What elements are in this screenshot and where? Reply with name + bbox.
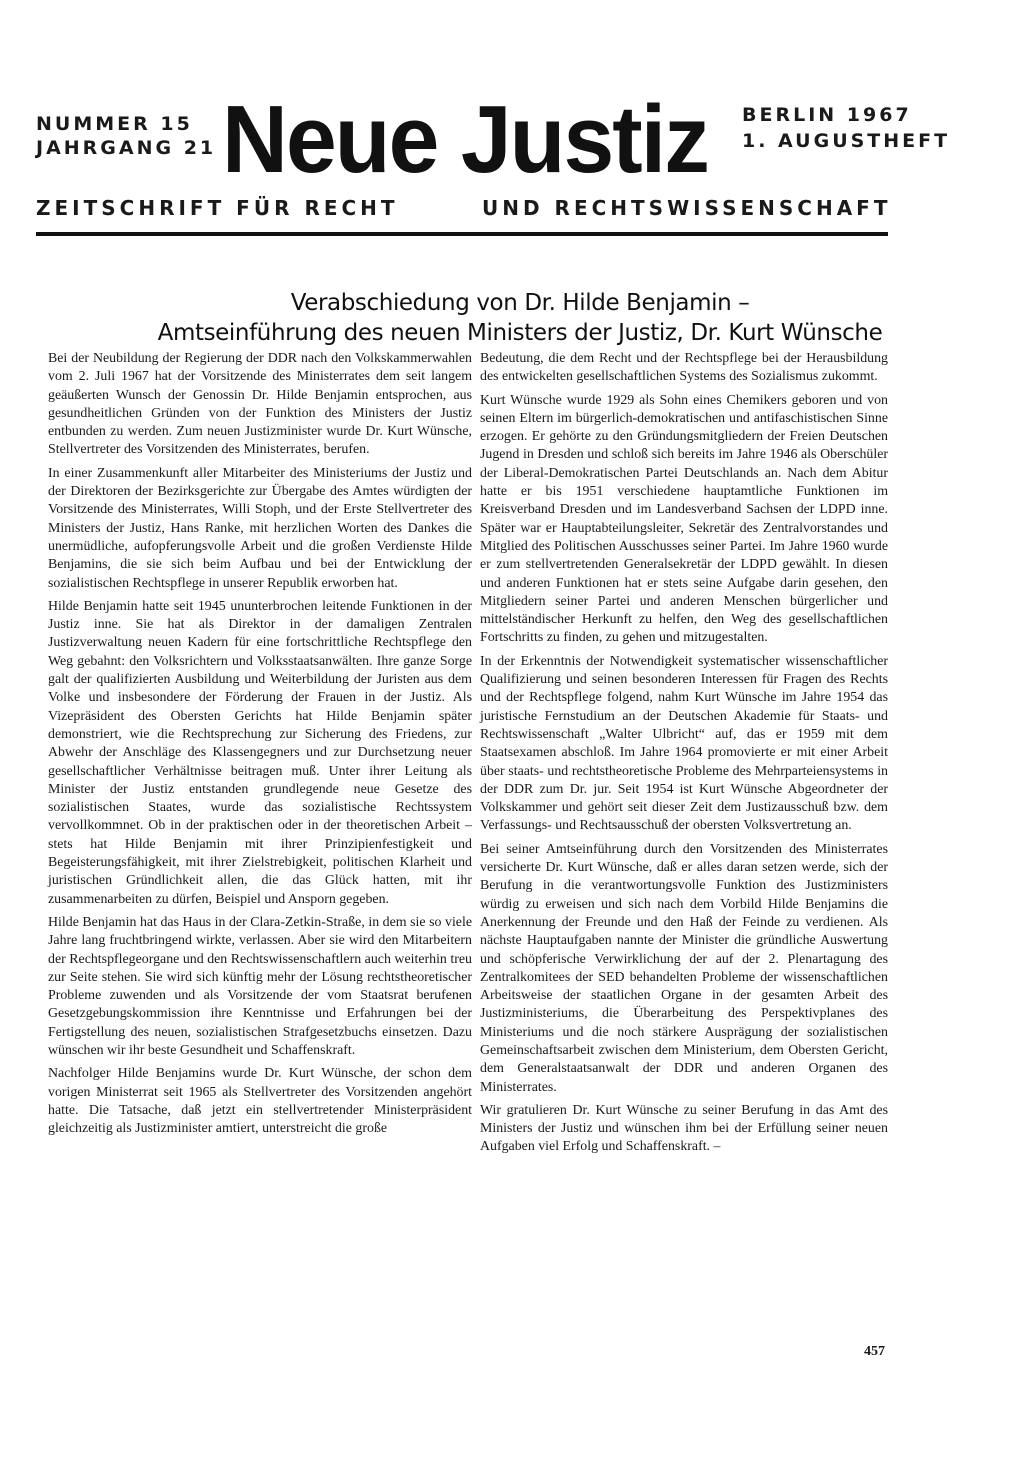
paragraph: Hilde Benjamin hat das Haus in der Clara-Zetkin-Straße, in dem sie so viele Jahre lang fruchtbringend wirkte, verlassen. Aber sie wird den Mitarbeitern der Rechtspflegeorgane und den Rechtswissenschaftlern auch weiterhin treu zur Seite stehen. Sie wird sich künftig mehr der Lösung rechtstheoretischer Probleme zuwenden und als Vorsitzende der vom Staatsrat berufenen Gesetzgebungskommission ihre Kenntnisse und Erfahrungen bei der Fertigstellung des neuen, sozialistischen Strafgesetzbuchs einsetzen. Dazu wünschen wir ihr beste Gesundheit und Schaffenskraft. — [48, 914, 472, 1058]
paragraph: In der Erkenntnis der Notwendigkeit systematischer wissenschaftlicher Qualifizierung und seinen besonderen Interessen für Fragen des Rechts und der Rechtspflege folgend, nahm Kurt Wünsche im Jahre 1954 das juristische Fernstudium an der Deutschen Akademie für Staats- und Rechtswissenschaft „Walter Ulbricht“ auf, das er 1959 mit dem Staatsexamen abschloß. Im Jahre 1964 promovierte er mit einer Arbeit über staats- und rechtstheoretische Probleme des Mehrparteiensystems in der DDR zum Dr. jur. Seit 1954 ist Kurt Wünsche Abgeordneter der Volkskammer und gehört seit dieser Zeit dem Justizausschuß bzw. dem Verfassungs- und Rechtsausschuß der obersten Volksvertretung an. — [480, 653, 888, 834]
volume: JAHRGANG 21 — [36, 137, 217, 159]
journal-logo: Neue Justiz — [222, 86, 708, 193]
issue-info — [36, 112, 216, 160]
issue-number: NUMMER 15 — [36, 113, 193, 135]
right-column — [480, 350, 888, 1162]
article-title — [120, 288, 920, 348]
title-line-1: Verabschiedung von Dr. Hilde Benjamin – — [290, 290, 750, 316]
paragraph: Hilde Benjamin hatte seit 1945 ununterbrochen leitende Funktionen in der Justiz inne. Sie hat als Direktor in der damaligen Zentralen Justizverwaltung neuen Kadern für eine fortschrittliche Rechtspflege den Weg gebahnt: den Volksrichtern und Volksstaatsanwälten. Ihre ganze Sorge galt der qualifizierten Ausbildung und Weiterbildung der Juristen aus dem Volke und insbesondere der Förderung der Frauen in der Justiz. Als Vizepräsident des Obersten Gerichts hat Hilde Benjamin später demonstriert, wie die Rechtsprechung zur Sicherung des Friedens, zur Abwehr der Anschläge des Klassengegners und zur Durchsetzung neuer gesellschaftlicher Verhältnisse beitragen muß. Unter ihrer Leitung als Minister der Justiz entstanden grundlegende neue Gesetze des sozialistischen Staates, wurde das sozialistische Rechtssystem vervollkommnet. Ob in der praktischen oder in der theoretischen Arbeit – stets hat Hilde Benjamin mit ihrer Prinzipienfestigkeit und Begeisterungsfähigkeit, mit ihrer Zielstrebigkeit, politischen Klarheit und juristischen Gründlichkeit allen, die das Glück hatten, mit ihr zusammenarbeiten zu dürfen, Beispiel und Ansporn gegeben. — [48, 598, 472, 907]
paragraph: In einer Zusammenkunft aller Mitarbeiter des Ministeriums der Justiz und der Direktoren der Bezirksgerichte zur Übergabe des Amtes würdigten der Vorsitzende des Ministerrates, Willi Stoph, und der Erste Stellvertreter des Ministers der Justiz, Hans Ranke, mit herzlichen Worten des Dankes die unermüdliche, aufopferungsvolle Arbeit und die großen Verdienste Hilde Benjamins, die sie sich beim Aufbau und bei der Entwicklung der sozialistischen Rechtspflege in unserer Republik erworben hat. — [48, 465, 472, 591]
paragraph: Nachfolger Hilde Benjamins wurde Dr. Kurt Wünsche, der schon dem vorigen Ministerrat seit 1965 als Stellvertreter des Vorsitzenden angehört hatte. Die Tatsache, daß jetzt ein stellvertretender Ministerpräsident gleichzeitig als Justizminister amtiert, unterstreicht die große — [48, 1066, 472, 1137]
masthead-rule — [36, 232, 888, 236]
paragraph: Bei der Neubildung der Regierung der DDR nach den Volkskammerwahlen vom 2. Juli 1967 hat der Vorsitzende des Ministerrates dem seit langem geäußerten Wunsch der Genossin Dr. Hilde Benjamin entsprochen, aus gesundheitlichen Gründen von der Funktion des Ministers der Justiz entbunden zu werden. Zum neuen Justizminister wurde Dr. Kurt Wünsche, Stellvertreter des Vorsitzenden des Ministerrates, berufen. — [48, 351, 472, 458]
title-line-2: Amtseinführung des neuen Ministers der Justiz, Dr. Kurt Wünsche — [157, 320, 883, 346]
page-number: 457 — [864, 1344, 885, 1359]
place-year: BERLIN 1967 — [742, 104, 912, 126]
paragraph: Wir gratulieren Dr. Kurt Wünsche zu seiner Berufung in das Amt des Ministers der Justiz und wünschen ihm bei der Erfüllung seiner neuen Aufgaben viel Erfolg und Schaffenskraft. – — [480, 1102, 888, 1155]
edition-info — [742, 102, 950, 154]
paragraph: Kurt Wünsche wurde 1929 als Sohn eines Chemikers geboren und von seinen Eltern im bürgerlich-demokratischen und antifaschistischen Sinne erzogen. Er gehörte zu den Gründungsmitgliedern der Freien Deutschen Jugend in Dresden und schloß sich bereits im Jahre 1946 als Oberschüler der Liberal-Demokratischen Partei Deutschlands an. Nach dem Abitur hatte er bis 1951 verschiedene hauptamtliche Funktionen im Kreisverband Dresden und im Landesverband Sachsen der LDPD inne. Später war er Hauptabteilungsleiter, Sekretär des Zentralvorstandes und Mitglied des Politischen Ausschusses seiner Partei. Im Jahre 1960 wurde er zum stellvertretenden Generalsekretär der LDPD gewählt. In diesen und anderen Funktionen hat er stets seine Aufgabe darin gesehen, den Mitgliedern seiner Partei und anderen Menschen bürgerlicher und mittelständischer Herkunft zu helfen, den Weg des gesellschaftlichen Fortschritts zu finden, zu gehen und mitzugestalten. — [480, 392, 888, 646]
subtitle-left: ZEITSCHRIFT FÜR RECHT — [36, 196, 399, 220]
subtitle-right: UND RECHTSWISSENSCHAFT — [482, 196, 892, 220]
edition: 1. AUGUSTHEFT — [742, 130, 951, 152]
paragraph: Bedeutung, die dem Recht und der Rechtspflege bei der Herausbildung des entwickelten gesellschaftlichen Systems des Sozialismus zukommt. — [480, 351, 888, 385]
left-column — [48, 350, 472, 1143]
paragraph: Bei seiner Amtseinführung durch den Vorsitzenden des Ministerrates versicherte Dr. Kurt Wünsche, daß er alles daran setzen werde, sich der Berufung in die verantwortungsvolle Funktion des Justizministers würdig zu erweisen und sich nach dem Vorbild Hilde Benjamins die Anerkennung der Freunde und den Haß der Feinde zu verdienen. Als nächste Hauptaufgaben nannte der Minister die gründliche Auswertung und schöpferische Verwirklichung der auf der 2. Plenartagung des Zentralkomitees der SED behandelten Probleme der wissenschaftlichen Arbeitsweise der staatlichen Organe in der gesamten Arbeit des Justizministeriums, die Überarbeitung des Perspektivplanes des Ministeriums und die noch stärkere Ausprägung der sozialistischen Gemeinschaftsarbeit zwischen dem Ministerium, dem Obersten Gericht, dem Generalstaatsanwalt der DDR und anderen Organen des Ministerrates. — [480, 841, 888, 1095]
